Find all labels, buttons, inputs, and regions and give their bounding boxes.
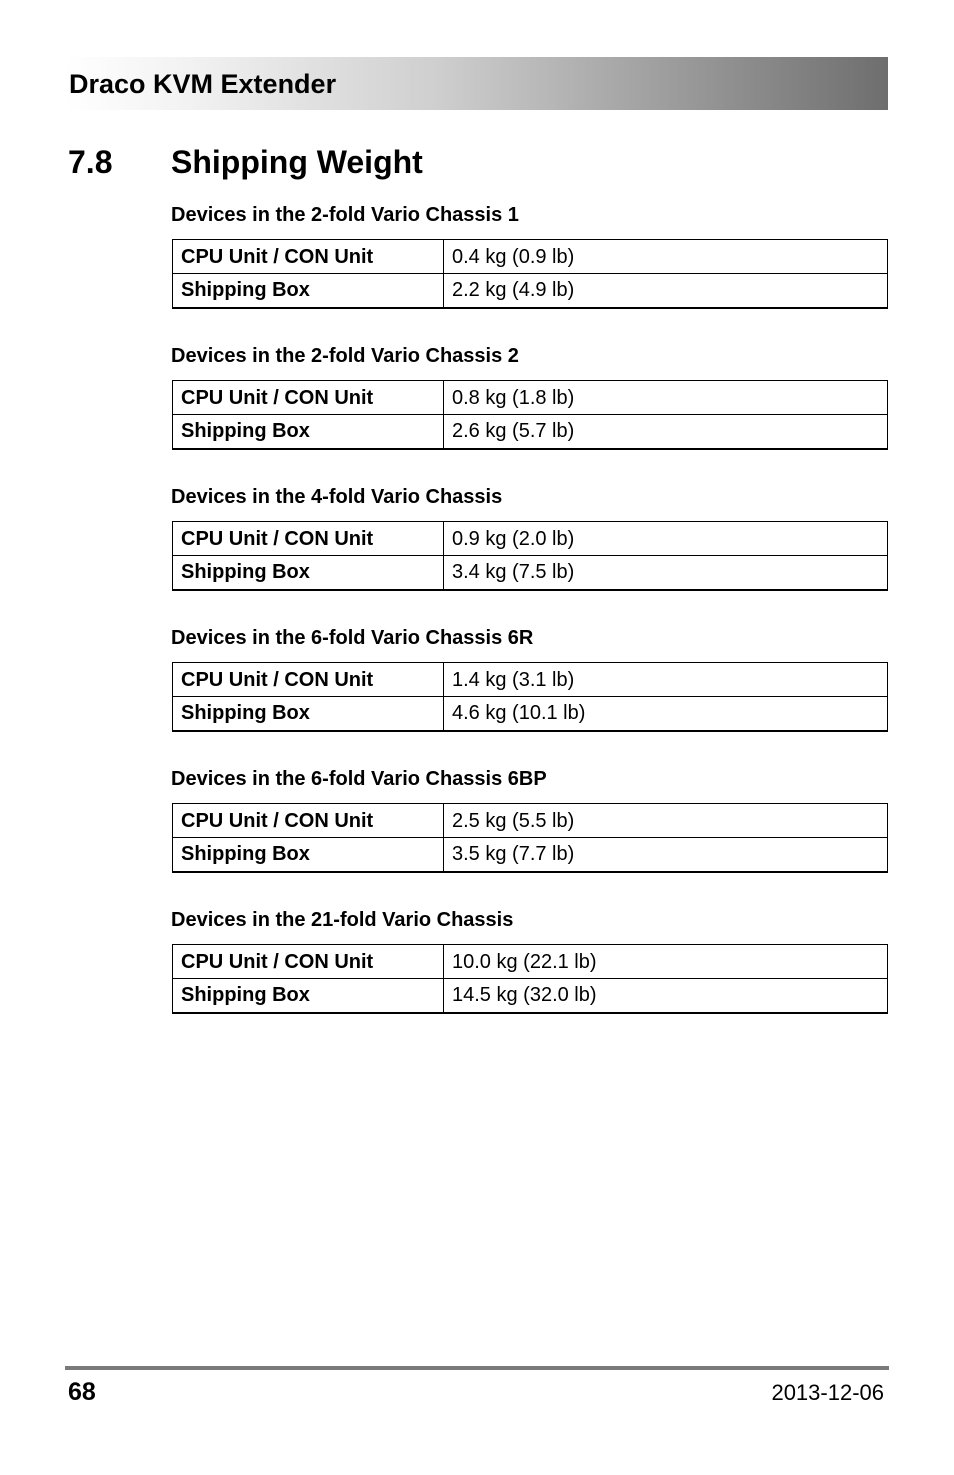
weight-block-6fold-6bp [171, 766, 888, 866]
section-heading [68, 142, 423, 182]
row-value: 1.4 kg (3.1 lb) [444, 663, 888, 697]
row-label: Shipping Box [173, 697, 444, 731]
row-value: 2.5 kg (5.5 lb) [444, 804, 888, 838]
table-row [173, 415, 888, 449]
row-value: 0.4 kg (0.9 lb) [444, 240, 888, 274]
weight-block-2fold-1 [171, 202, 888, 302]
page-date: 2013-12-06 [771, 1380, 884, 1405]
weight-table [172, 239, 888, 309]
row-value: 4.6 kg (10.1 lb) [444, 697, 888, 731]
document-title: Draco KVM Extender [69, 69, 337, 99]
row-value: 10.0 kg (22.1 lb) [444, 945, 888, 979]
row-value: 2.6 kg (5.7 lb) [444, 415, 888, 449]
table-row [173, 979, 888, 1013]
weight-block-6fold-6r [171, 625, 888, 725]
row-label: CPU Unit / CON Unit [173, 804, 444, 838]
table-row [173, 522, 888, 556]
weight-table [172, 803, 888, 873]
row-label: Shipping Box [173, 556, 444, 590]
table-row [173, 556, 888, 590]
row-label: Shipping Box [173, 415, 444, 449]
weight-table [172, 944, 888, 1014]
table-row [173, 663, 888, 697]
weight-table [172, 521, 888, 591]
row-label: CPU Unit / CON Unit [173, 945, 444, 979]
table-row [173, 240, 888, 274]
table-row [173, 804, 888, 838]
row-value: 0.9 kg (2.0 lb) [444, 522, 888, 556]
weight-table [172, 662, 888, 732]
page-number: 68 [68, 1378, 96, 1406]
block-title: Devices in the 6-fold Vario Chassis 6BP [171, 768, 547, 790]
weight-block-21fold [171, 907, 888, 1007]
block-title: Devices in the 21-fold Vario Chassis [171, 909, 514, 931]
block-title: Devices in the 2-fold Vario Chassis 1 [171, 204, 519, 226]
row-label: CPU Unit / CON Unit [173, 381, 444, 415]
row-label: CPU Unit / CON Unit [173, 663, 444, 697]
row-label: Shipping Box [173, 274, 444, 308]
row-value: 14.5 kg (32.0 lb) [444, 979, 888, 1013]
table-row [173, 274, 888, 308]
weight-block-4fold [171, 484, 888, 584]
table-row [173, 945, 888, 979]
weight-block-2fold-2 [171, 343, 888, 443]
row-label: Shipping Box [173, 838, 444, 872]
row-value: 2.2 kg (4.9 lb) [444, 274, 888, 308]
row-value: 3.4 kg (7.5 lb) [444, 556, 888, 590]
block-title: Devices in the 6-fold Vario Chassis 6R [171, 627, 534, 649]
running-header [65, 57, 888, 110]
row-label: CPU Unit / CON Unit [173, 240, 444, 274]
weight-table [172, 380, 888, 450]
row-label: CPU Unit / CON Unit [173, 522, 444, 556]
footer-divider [65, 1366, 889, 1370]
table-row [173, 381, 888, 415]
section-title: Shipping Weight [171, 144, 423, 180]
table-row [173, 838, 888, 872]
table-row [173, 697, 888, 731]
row-value: 0.8 kg (1.8 lb) [444, 381, 888, 415]
block-title: Devices in the 2-fold Vario Chassis 2 [171, 345, 519, 367]
row-value: 3.5 kg (7.7 lb) [444, 838, 888, 872]
section-number: 7.8 [68, 144, 113, 180]
block-title: Devices in the 4-fold Vario Chassis [171, 486, 503, 508]
row-label: Shipping Box [173, 979, 444, 1013]
